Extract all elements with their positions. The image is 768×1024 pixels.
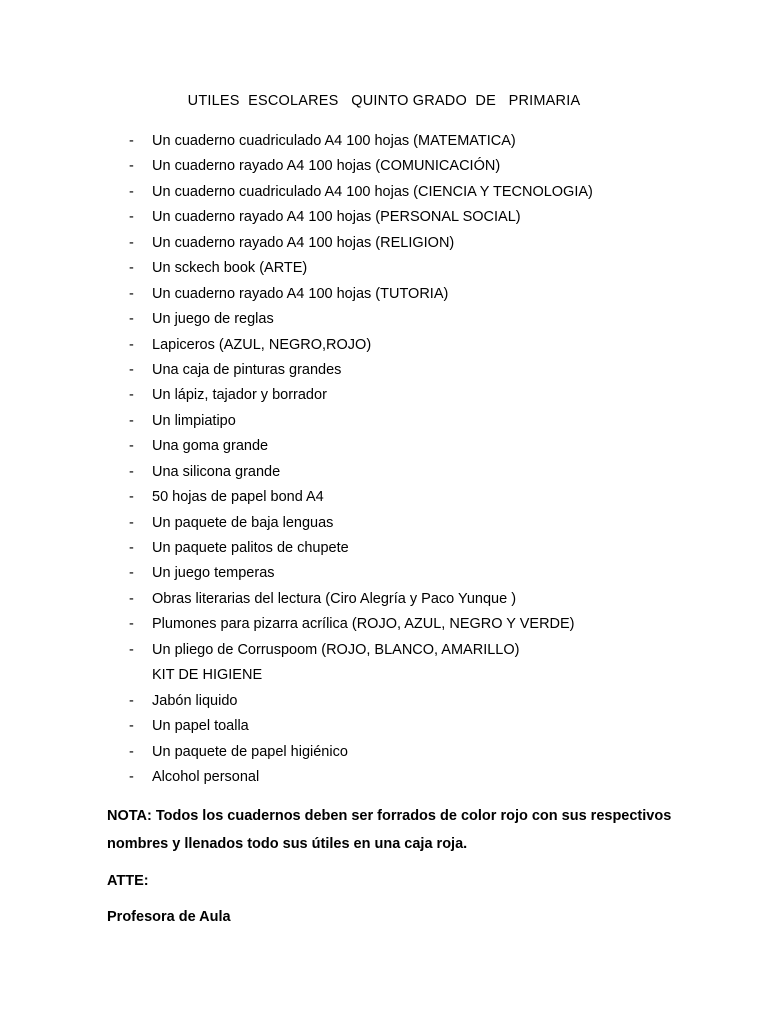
list-item-text: 50 hojas de papel bond A4 <box>152 489 324 506</box>
list-item-text: Un cuaderno cuadriculado A4 100 hojas (MATEMATICA) <box>152 133 516 149</box>
list-item-text: Un cuaderno rayado A4 100 hojas (COMUNICACIÓN) <box>152 158 501 175</box>
bullet-dash: - <box>129 692 134 709</box>
bullet-dash: - <box>129 311 134 328</box>
signature-line: Profesora de Aula <box>107 909 231 925</box>
bullet-dash: - <box>129 133 134 149</box>
bullet-dash: - <box>129 336 134 353</box>
bullet-dash: - <box>129 438 134 455</box>
document-title: UTILES ESCOLARES QUINTO GRADO DE PRIMARIA <box>187 93 581 109</box>
list-item-text: Un lápiz, tajador y borrador <box>152 387 327 404</box>
list-item-text: Un cuaderno cuadriculado A4 100 hojas (CIENCIA Y TECNOLOGIA) <box>152 183 593 200</box>
bullet-dash: - <box>129 260 134 277</box>
list-item-text: Un cuaderno rayado A4 100 hojas (PERSONAL SOCIAL) <box>152 209 521 226</box>
list-item-text: Un pliego de Corruspoom (ROJO, BLANCO, AMARILLO) <box>152 641 520 658</box>
bullet-dash: - <box>129 514 134 531</box>
list-item-text: Jabón liquido <box>152 692 238 709</box>
bullet-dash: - <box>129 285 134 302</box>
list-item-text: Una caja de pinturas grandes <box>152 361 342 378</box>
bullet-dash: - <box>129 361 134 378</box>
note-paragraph: NOTA: Todos los cuadernos deben ser forrados de color rojo con sus respectivos nombres y llenados todo sus útiles en una caja roja. <box>107 808 672 852</box>
bullet-dash: - <box>129 158 134 175</box>
bullet-dash: - <box>129 565 134 582</box>
list-item-text: Plumones para pizarra acrílica (ROJO, AZUL, NEGRO Y VERDE) <box>152 616 575 633</box>
list-item-text: Un cuaderno rayado A4 100 hojas (RELIGION) <box>152 234 455 251</box>
list-item-text: Alcohol personal <box>152 768 260 785</box>
list-item-text: Un limpiatipo <box>152 412 236 429</box>
list-item-text: Un sckech book (ARTE) <box>152 260 308 277</box>
list-item-text: Un juego temperas <box>152 565 275 582</box>
bullet-dash: - <box>129 489 134 506</box>
bullet-dash: - <box>129 768 134 785</box>
hygiene-kit-heading-text: KIT DE HIGIENE <box>152 667 263 684</box>
list-item-text: Un paquete palitos de chupete <box>152 540 349 556</box>
bullet-dash: - <box>129 616 134 633</box>
list-item-text: Una goma grande <box>152 438 269 455</box>
list-item-text: Un juego de reglas <box>152 311 274 328</box>
list-item-text: Un papel toalla <box>152 718 249 735</box>
bullet-dash: - <box>129 387 134 404</box>
list-item-text: Un cuaderno rayado A4 100 hojas (TUTORIA) <box>152 285 449 302</box>
bullet-dash: - <box>129 183 134 200</box>
bullet-dash: - <box>129 234 134 251</box>
list-item-text: Una silicona grande <box>152 463 281 480</box>
bullet-dash: - <box>129 641 134 658</box>
list-item-text: Un paquete de baja lenguas <box>152 514 334 531</box>
list-item-text: Un paquete de papel higiénico <box>152 743 348 760</box>
atte-label: ATTE: <box>107 873 149 889</box>
bullet-dash: - <box>129 590 134 607</box>
bullet-dash: - <box>129 718 134 735</box>
bullet-dash: - <box>129 743 134 760</box>
bullet-dash: - <box>129 412 134 429</box>
bullet-dash: - <box>129 209 134 226</box>
bullet-dash: - <box>129 540 134 556</box>
bullet-dash: - <box>129 463 134 480</box>
list-item-text: Lapiceros (AZUL, NEGRO,ROJO) <box>152 336 372 353</box>
list-item-text: Obras literarias del lectura (Ciro Alegría y Paco Yunque ) <box>152 590 517 607</box>
